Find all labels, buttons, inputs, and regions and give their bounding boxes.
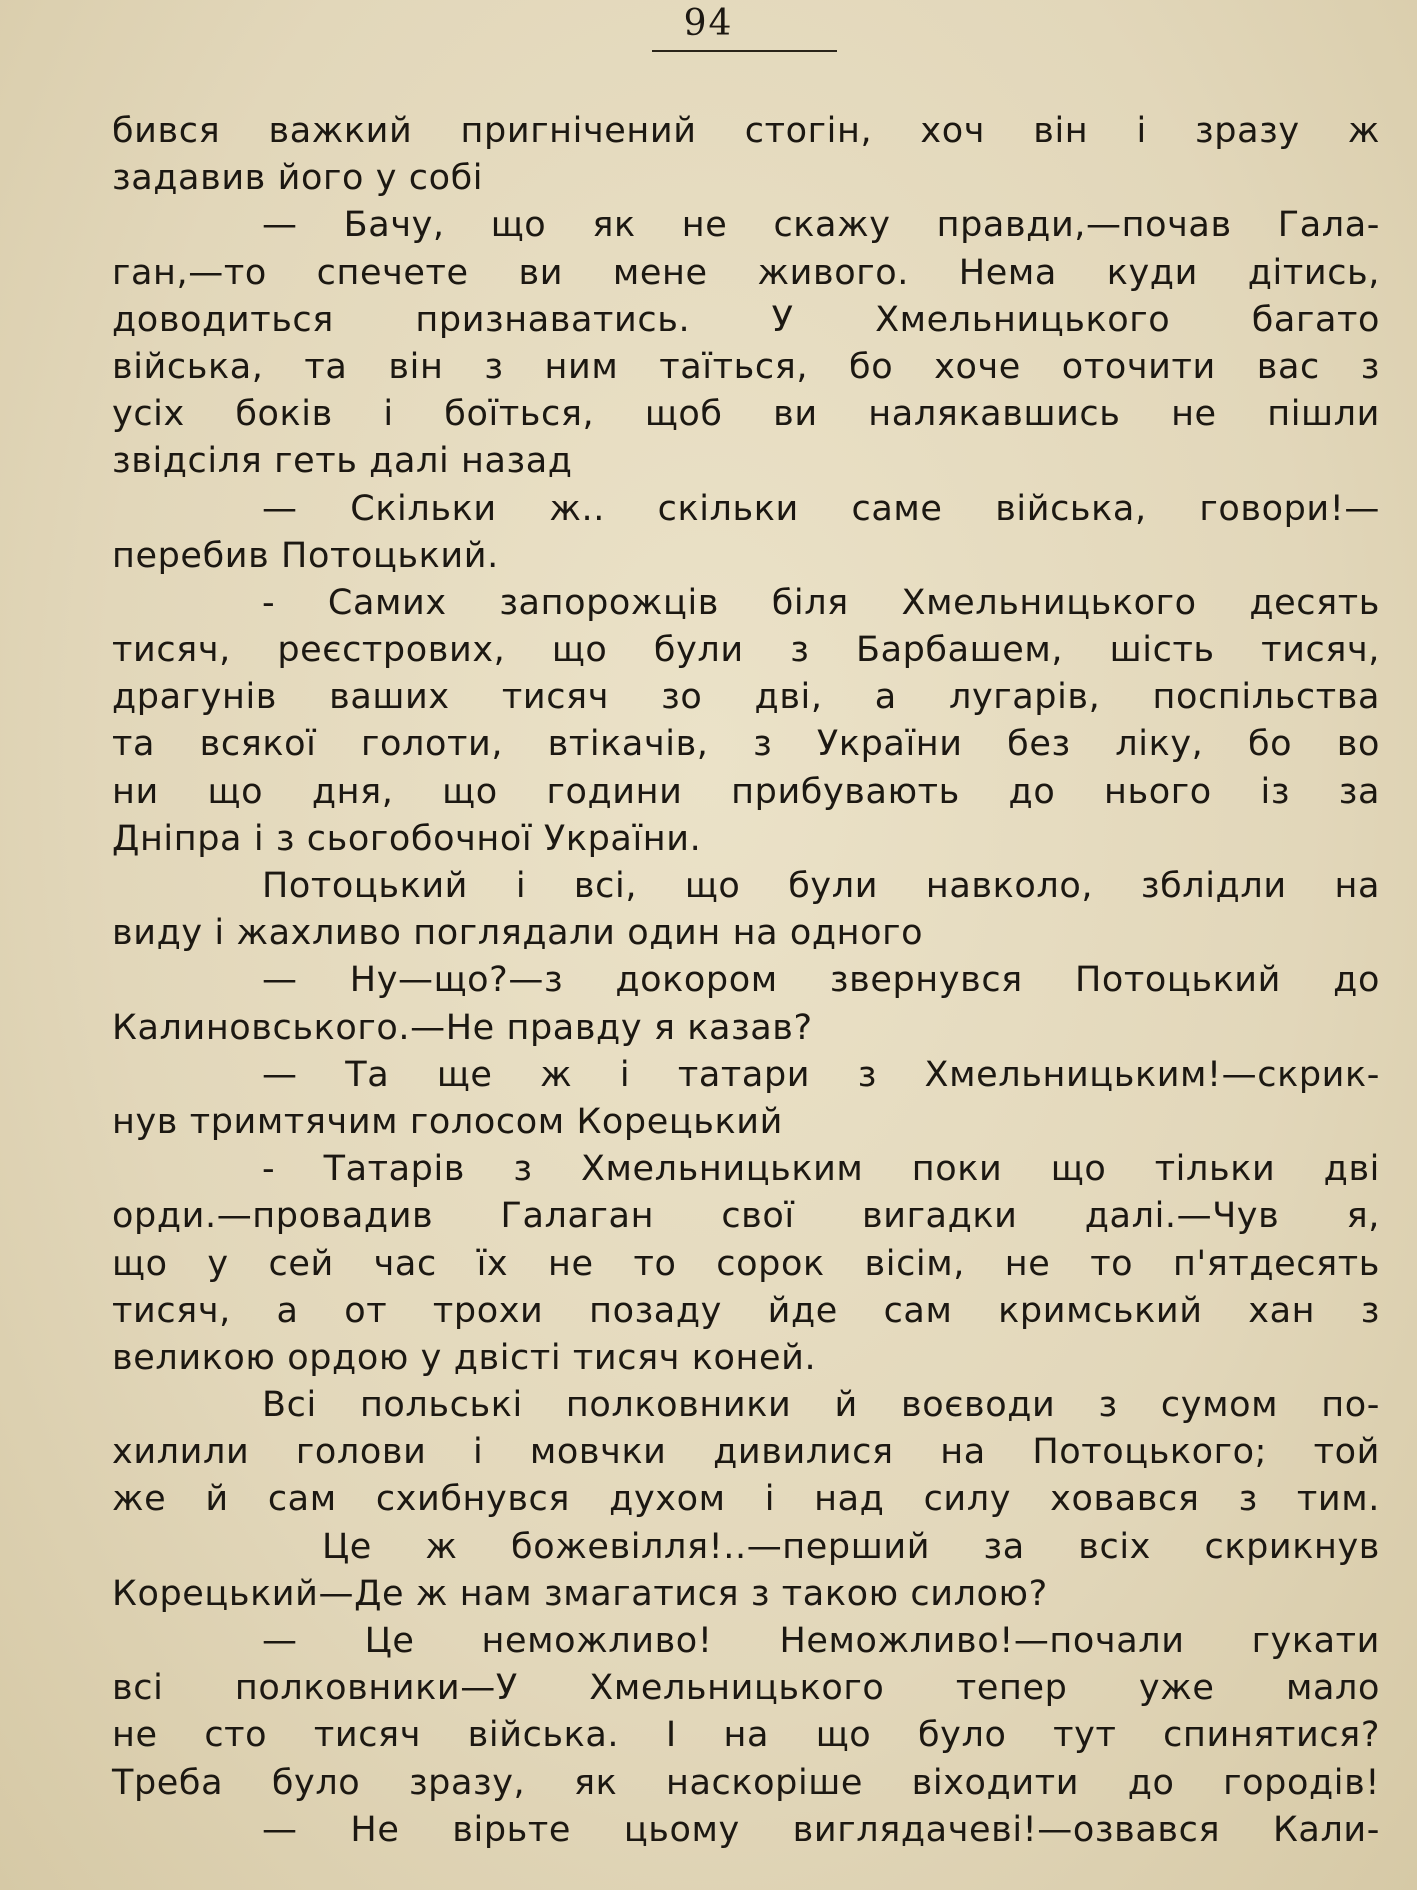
body-text xyxy=(112,108,1380,1854)
text-line: що у сей час їх не то сорок вісім, не то п'ятдесять xyxy=(112,1243,1380,1284)
text-line: усіх боків і боїться, щоб ви налякавшись не пішли xyxy=(112,394,1380,435)
text-line: бився важкий пригнічений стогін, хоч він і зразу ж xyxy=(112,111,1380,151)
text-line: — Бачу, що як не скажу правди,—почав Гала- xyxy=(262,205,1380,246)
text-line: хилили голови і мовчки дивилися на Потоцького; той xyxy=(112,1432,1380,1473)
text-line: доводиться признаватись. У Хмельницького багато xyxy=(112,299,1380,340)
text-line: Калиновського.—Не правду я казав? xyxy=(112,1007,813,1048)
text-line: — Скільки ж.. скільки саме війська, говори!— xyxy=(262,488,1380,529)
text-line: Всі польські полковники й воєводи з сумом по- xyxy=(262,1385,1380,1426)
text-line: Треба було зразу, як наскоріше віходити до городів! xyxy=(112,1762,1380,1803)
text-line: же й сам схибнувся духом і над силу ховався з тим. xyxy=(112,1479,1380,1520)
text-line: тисяч, реєстрових, що були з Барбашем, шість тисяч, xyxy=(112,630,1380,671)
text-line: звідсіля геть далі назад xyxy=(112,441,573,482)
text-line: виду і жахливо поглядали один на одного xyxy=(112,913,924,954)
text-line: перебив Потоцький. xyxy=(112,535,499,576)
page-number: 94 xyxy=(683,3,734,44)
text-line: ни що дня, що години прибувають до нього із за xyxy=(112,771,1380,812)
page-number-rule xyxy=(652,50,837,52)
text-line: всі полковники—У Хмельницького тепер уже мало xyxy=(112,1668,1380,1709)
text-line: орди.—провадив Галаган свої вигадки далі.—Чув я, xyxy=(112,1196,1380,1237)
text-line: нув тримтячим голосом Корецький xyxy=(112,1101,783,1142)
text-line: не сто тисяч війська. І на що було тут спинятися? xyxy=(112,1715,1380,1756)
text-line: та всякої голоти, втікачів, з України без ліку, бо во xyxy=(112,724,1380,765)
text-line: драгунів ваших тисяч зо дві, а лугарів, поспільства xyxy=(112,677,1380,718)
text-line: — Та ще ж і татари з Хмельницьким!—скрик- xyxy=(262,1054,1380,1095)
text-line: - Татарів з Хмельницьким поки що тільки дві xyxy=(262,1149,1380,1190)
text-line: Корецький—Де ж нам змагатися з такою силою? xyxy=(112,1573,1048,1614)
text-line: великою ордою у двісті тисяч коней. xyxy=(112,1337,817,1378)
text-line: - Самих запорожців біля Хмельницького десять xyxy=(262,582,1380,623)
text-line: — Це неможливо! Неможливо!—почали гукати xyxy=(262,1621,1380,1661)
text-line: Дніпра і з сьогобочної України. xyxy=(112,818,702,859)
text-line: — Не вірьте цьому виглядачеві!—озвався Кали- xyxy=(262,1809,1380,1850)
text-line: Потоцький і всі, що були навколо, зблідли на xyxy=(262,866,1380,906)
text-line: задавив його у собі xyxy=(112,158,484,199)
text-line: Це ж божевілля!..—перший за всіх скрикнув xyxy=(322,1526,1380,1567)
text-line: ган,—то спечете ви мене живого. Нема куди дітись, xyxy=(112,252,1380,293)
text-line: — Ну—що?—з докором звернувся Потоцький до xyxy=(262,960,1380,1001)
text-line: війська, та він з ним таїться, бо хоче оточити вас з xyxy=(112,346,1380,387)
text-line: тисяч, а от трохи позаду йде сам кримський хан з xyxy=(112,1290,1380,1331)
